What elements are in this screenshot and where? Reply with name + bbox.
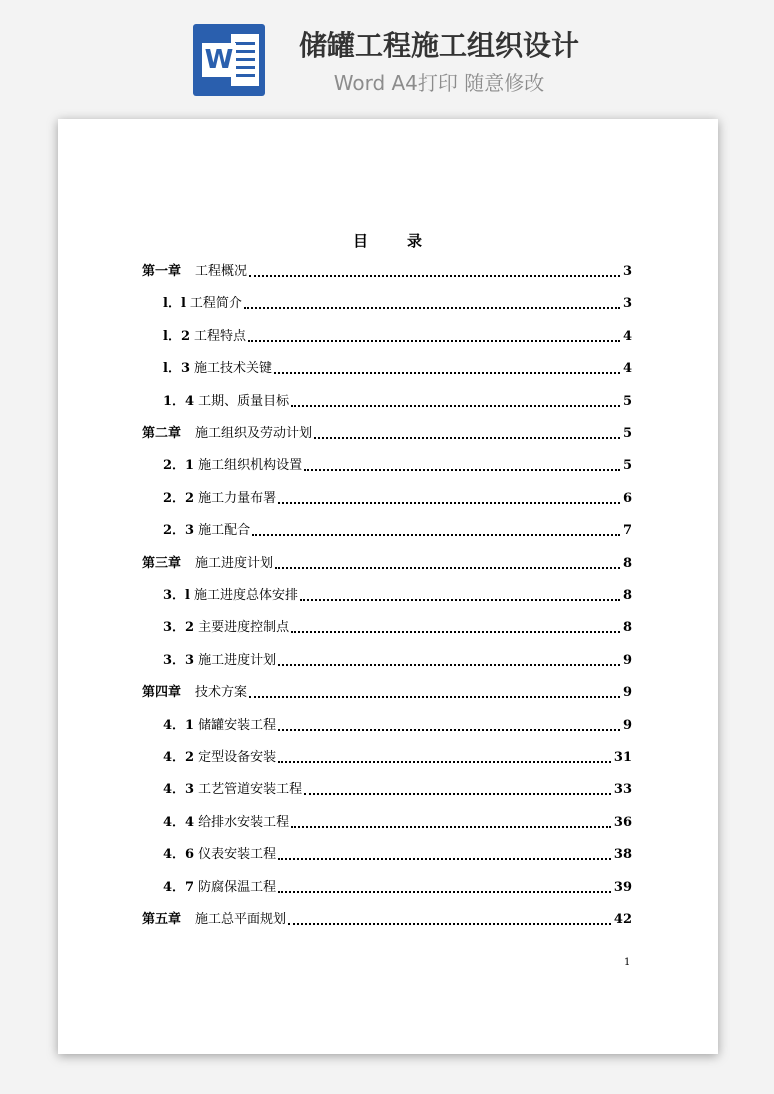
toc-entry-label xyxy=(163,457,302,475)
toc-entry-label xyxy=(163,490,276,508)
toc-entry-page: 36 xyxy=(613,814,632,830)
toc-leader-dots xyxy=(278,858,611,860)
document-page xyxy=(58,119,718,1054)
toc-entry-page: 6 xyxy=(622,490,632,506)
toc-entry-label xyxy=(163,522,250,540)
toc-entry-title: 工程简介 xyxy=(189,296,242,312)
toc-entry[interactable] xyxy=(163,518,632,540)
toc-entry[interactable] xyxy=(163,648,632,670)
toc-leader-dots xyxy=(275,567,620,569)
toc-entry-page: 42 xyxy=(613,912,632,927)
toc-entry-page: 9 xyxy=(622,652,632,668)
toc-leader-dots xyxy=(304,793,611,795)
toc-entry-label xyxy=(142,263,247,281)
toc-leader-dots xyxy=(291,826,611,828)
toc-entry-page: 7 xyxy=(622,523,632,539)
toc-entry-number: 4．4 xyxy=(163,814,195,830)
toc-entry-page: 3 xyxy=(622,264,632,279)
toc-entry-label xyxy=(163,393,289,411)
toc-entry[interactable] xyxy=(142,551,632,573)
toc-entry-page: 33 xyxy=(613,782,632,798)
toc-entry[interactable] xyxy=(163,486,632,508)
toc-entry-number: 4．3 xyxy=(163,782,195,798)
toc-heading: 目 录 xyxy=(352,232,424,250)
toc-entry-label xyxy=(163,328,246,346)
toc-leader-dots xyxy=(274,372,620,374)
toc-entry[interactable] xyxy=(163,745,632,767)
word-logo-icon: W xyxy=(193,24,265,96)
toc-leader-dots xyxy=(244,307,620,309)
toc-entry[interactable] xyxy=(163,777,632,799)
toc-entry-title: 主要进度控制点 xyxy=(198,620,290,636)
toc-leader-dots xyxy=(249,696,620,698)
toc-leader-dots xyxy=(300,599,620,601)
toc-entry[interactable] xyxy=(163,875,632,897)
toc-entry-page: 4 xyxy=(622,361,632,377)
page-number: 1 xyxy=(624,957,631,968)
toc-entry-title: 施工组织及劳动计划 xyxy=(195,426,313,441)
toc-leader-dots xyxy=(291,405,620,407)
banner-title: 储罐工程施工组织设计 xyxy=(298,29,579,62)
toc-entry-page: 4 xyxy=(622,328,632,344)
toc-entry-label xyxy=(163,717,276,735)
toc-entry-number: 4．1 xyxy=(163,717,195,733)
toc-entry-number: 第五章 xyxy=(142,912,182,927)
toc-entry[interactable] xyxy=(163,810,632,832)
toc-entry-label xyxy=(142,911,286,929)
toc-entry-title: 施工技术关键 xyxy=(193,361,272,377)
toc-entry-number: l．3 xyxy=(163,361,190,377)
toc-entry-label xyxy=(163,652,276,670)
toc-entry-number: 第三章 xyxy=(142,555,182,571)
toc-entry-number: 3．l xyxy=(163,588,190,603)
toc-leader-dots xyxy=(248,340,620,342)
toc-entry-number: 第二章 xyxy=(142,426,182,441)
toc-entry-title: 工期、质量目标 xyxy=(198,393,290,409)
toc-entry-number: 4．6 xyxy=(163,847,195,863)
toc-entry-page: 38 xyxy=(613,847,632,863)
toc-entry-label xyxy=(163,360,272,378)
toc-entry-label xyxy=(142,555,273,573)
toc-entry-title: 施工进度总体安排 xyxy=(193,588,298,603)
toc-entry[interactable] xyxy=(163,842,632,864)
toc-entry[interactable] xyxy=(142,259,632,281)
toc-entry[interactable] xyxy=(163,389,632,411)
toc-entry-page: 31 xyxy=(613,750,632,765)
toc-entry[interactable] xyxy=(163,583,632,605)
toc-leader-dots xyxy=(278,502,620,504)
header-banner xyxy=(0,0,774,118)
toc-entry-page: 39 xyxy=(613,879,632,895)
toc-entry-page: 5 xyxy=(622,458,632,474)
toc-entry-title: 定型设备安装 xyxy=(198,750,277,765)
toc-entry[interactable] xyxy=(163,713,632,735)
toc-entry-page: 5 xyxy=(622,426,632,441)
toc-entry[interactable] xyxy=(163,324,632,346)
toc-entry[interactable] xyxy=(163,615,632,637)
toc-entry-number: 第一章 xyxy=(142,264,182,279)
toc-entry-page: 8 xyxy=(622,620,632,636)
toc-entry-title: 施工进度计划 xyxy=(195,555,274,571)
toc-entry-label xyxy=(163,814,289,832)
toc-entry-page: 8 xyxy=(622,555,632,571)
toc-leader-dots xyxy=(288,923,611,925)
toc-entry-title: 仪表安装工程 xyxy=(198,847,277,863)
toc-entry[interactable] xyxy=(142,421,632,443)
toc-entry-title: 工程概况 xyxy=(195,264,248,279)
toc-leader-dots xyxy=(278,891,611,893)
toc-entry[interactable] xyxy=(163,356,632,378)
toc-entry-title: 施工总平面规划 xyxy=(195,912,287,927)
toc-leader-dots xyxy=(278,761,611,763)
toc-entry-page: 9 xyxy=(622,685,632,701)
toc-entry-page: 8 xyxy=(622,588,632,603)
toc-entry-number: 2．1 xyxy=(163,458,195,474)
toc-entry-number: 1．4 xyxy=(163,393,195,409)
toc-entry-number: l．2 xyxy=(163,328,190,344)
toc-entry-title: 施工配合 xyxy=(198,523,251,539)
toc-entry-label xyxy=(142,684,247,702)
toc-entry-title: 工艺管道安装工程 xyxy=(198,782,303,798)
toc-entry-title: 给排水安装工程 xyxy=(198,814,290,830)
toc-entry-label xyxy=(163,587,298,605)
toc-entry-page: 3 xyxy=(622,296,632,312)
toc-entry-title: 技术方案 xyxy=(195,685,248,701)
toc-entry-label xyxy=(163,749,276,767)
toc-entry-title: 施工进度计划 xyxy=(198,652,277,668)
toc-entry-number: 4．7 xyxy=(163,879,195,895)
toc-entry[interactable] xyxy=(142,680,632,702)
toc-entry[interactable] xyxy=(142,907,632,929)
toc-entry-title: 施工组织机构设置 xyxy=(198,458,303,474)
toc-entry-number: l．l xyxy=(163,296,186,312)
toc-entry[interactable] xyxy=(163,291,632,313)
toc-entry-label xyxy=(163,879,276,897)
toc-leader-dots xyxy=(252,534,620,536)
toc-entry-page: 5 xyxy=(622,393,632,409)
toc-entry-page: 9 xyxy=(622,717,632,733)
toc-entry[interactable] xyxy=(163,453,632,475)
toc-entry-number: 3．2 xyxy=(163,620,195,636)
toc-entry-number: 3．3 xyxy=(163,652,195,668)
banner-subtitle: Word A4打印 随意修改 xyxy=(333,71,545,95)
toc-entry-number: 第四章 xyxy=(142,685,182,701)
toc-entry-label xyxy=(163,295,242,313)
toc-entry-title: 储罐安装工程 xyxy=(198,717,277,733)
toc-entry-label xyxy=(142,425,312,443)
toc-entry-title: 防腐保温工程 xyxy=(198,879,277,895)
toc-leader-dots xyxy=(278,729,620,731)
toc-leader-dots xyxy=(304,469,620,471)
toc-entry-title: 工程特点 xyxy=(193,328,246,344)
toc-entry-number: 2．2 xyxy=(163,490,195,506)
toc-leader-dots xyxy=(278,664,620,666)
toc-entry-title: 施工力量布署 xyxy=(198,490,277,506)
toc-entry-number: 2．3 xyxy=(163,523,195,539)
toc-leader-dots xyxy=(314,437,620,439)
toc-leader-dots xyxy=(249,275,620,277)
toc-entry-label xyxy=(163,846,276,864)
toc-entry-number: 4．2 xyxy=(163,750,195,765)
toc-leader-dots xyxy=(291,631,620,633)
toc-entry-label xyxy=(163,781,302,799)
toc-entry-label xyxy=(163,619,289,637)
